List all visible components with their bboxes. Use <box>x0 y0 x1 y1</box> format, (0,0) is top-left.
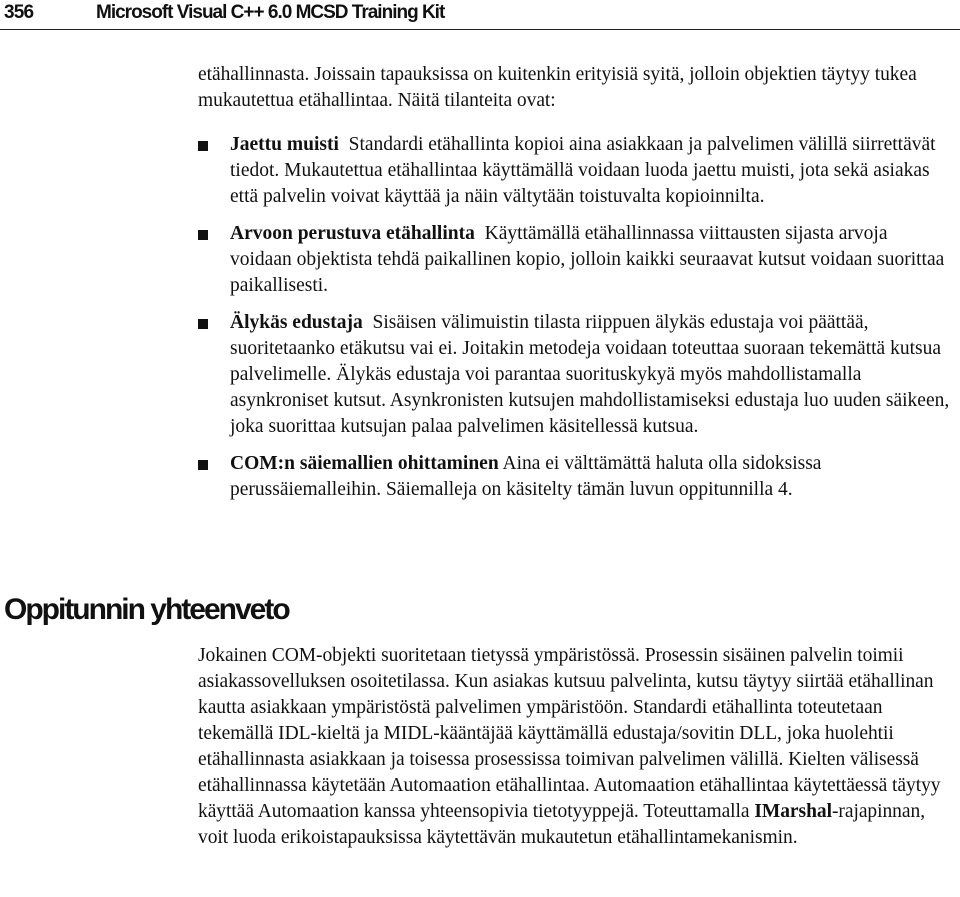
square-bullet-icon <box>198 319 208 329</box>
bullet-term: Jaettu muisti <box>230 134 339 155</box>
square-bullet-icon <box>198 230 208 240</box>
header-rule <box>0 29 960 30</box>
list-item <box>198 132 950 210</box>
summary-paragraph <box>198 643 950 851</box>
page-header <box>0 0 960 30</box>
bullet-text: Käyttämällä etähallinnassa viittausten sijasta arvoja voidaan objektista tehdä paikallinen kopio, jolloin kaikki seuraavat kutsut voidaan suorittaa paikallisesti. <box>230 223 945 296</box>
interface-name: IMarshal <box>754 801 832 822</box>
list-item <box>198 310 950 440</box>
bullet-term: Arvoon perustuva etähallinta <box>230 223 475 244</box>
list-item <box>198 451 950 503</box>
bullet-list <box>198 132 950 514</box>
section-heading: Oppitunnin yhteenveto <box>4 593 289 626</box>
bullet-text: Aina ei välttämättä haluta olla sidoksissa perussäiemalleihin. Säiemalleja on käsitelty tämän luvun oppitunnilla 4. <box>230 453 822 500</box>
bullet-text: Sisäisen välimuistin tilasta riippuen älykäs edustaja voi päättää, suoritetaanko etäkutsu vai ei. Joitakin metodeja voidaan toteuttaa suoraan tekemättä kutsua palvelimelle. Älykäs edustaja voi parantaa suorituskykyä myös mahdollistamalla asynkroniset kutsut. Asynkronisten kutsujen mahdollistamiseksi edustaja luo uuden säikeen, joka suorittaa kutsujan palaa palvelimen käsitellessä kutsua. <box>230 312 950 437</box>
intro-paragraph: etähallinnasta. Joissain tapauksissa on kuitenkin erityisiä syitä, jolloin objektien täytyy tukea mukautettua etähallintaa. Näitä tilanteita ovat: <box>198 64 917 111</box>
bullet-text: Standardi etähallinta kopioi aina asiakkaan ja palvelimen välillä siirrettävät tiedot. Mukautettua etähallintaa käyttämällä voidaan luoda jaettu muisti, jota sekä asiakas että palvelin voivat käyttää ja näin vältytään toistuvalta kopioinnilta. <box>230 134 936 207</box>
bullet-term: COM:n säiemallien ohittaminen <box>230 453 499 474</box>
square-bullet-icon <box>198 141 208 151</box>
book-title: Microsoft Visual C++ 6.0 MCSD Training Kit <box>96 2 445 23</box>
square-bullet-icon <box>198 460 208 470</box>
summary-text-start: Jokainen COM-objekti suoritetaan tietyssä ympäristössä. Prosessin sisäinen palvelin toimii asiakassovelluksen osoitetilassa. Kun asiakas kutsuu palvelinta, kutsu täytyy siirtää etähallinan kautta asiakkaan ympäristöstä palvelimen ympäristöön. Standardi etähallinta toteutetaan tekemällä IDL-kieltä ja MIDL-kääntäjää käyttämällä edustaja/sovitin DLL, joka huolehtii etähallinnasta asiakkaan ja toisessa prosessissa toimivan palvelimen välillä. Kielten välisessä etähallinnassa käytetään Automaation etähallintaa. Automaation etähallintaa käytettäessä täytyy käyttää Automaation kanssa yhteensopivia tietotyyppejä. Toteuttamalla <box>198 645 941 822</box>
bullet-term: Älykäs edustaja <box>230 312 363 333</box>
list-item <box>198 221 950 299</box>
page-number: 356 <box>4 2 34 23</box>
summary-text-end: -rajapinnan, voit luoda erikoistapauksissa käytettävän mukautetun etähallintamekanismin. <box>198 801 926 848</box>
